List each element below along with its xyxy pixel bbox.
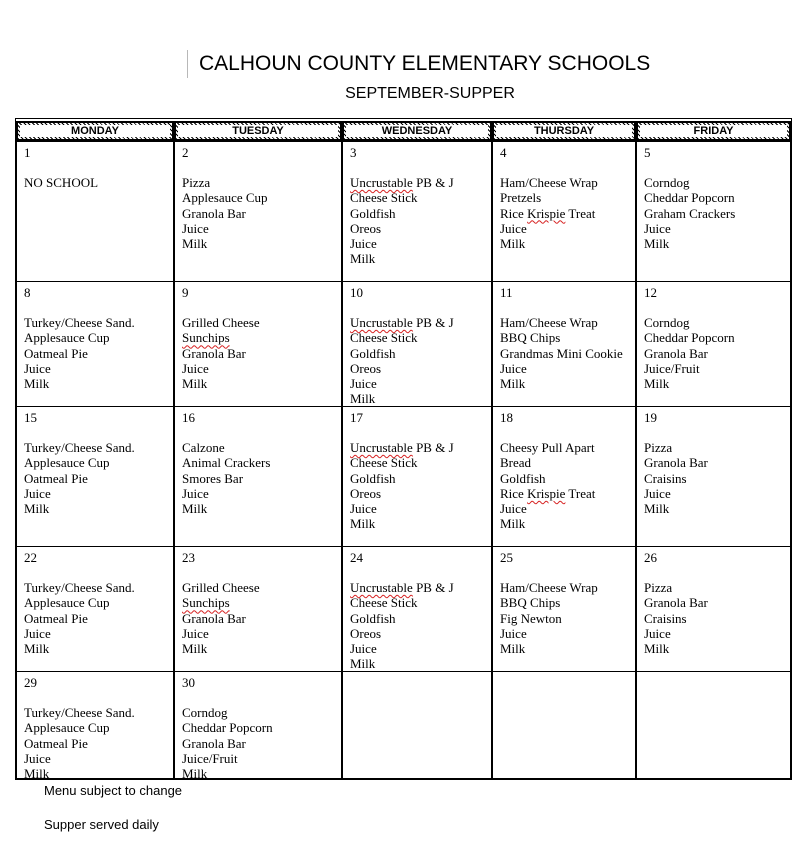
day-cell-16 (174, 406, 342, 547)
menu-item: Milk (182, 501, 208, 517)
day-number: 3 (350, 145, 357, 160)
menu-item: NO SCHOOL (24, 175, 99, 190)
menu-item: Oreos (350, 220, 382, 236)
menu-item: Granola Bar (644, 345, 708, 361)
menu-item: Milk (182, 376, 208, 392)
menu-item: Applesauce Cup (24, 595, 110, 611)
menu-item: Milk (182, 641, 208, 657)
page-subtitle: SEPTEMBER-SUPPER (345, 85, 515, 102)
day-cell-23 (174, 546, 342, 672)
menu-item: Milk (24, 766, 50, 782)
menu-item: Ham/Cheese Wrap (500, 315, 598, 330)
day-number: 17 (350, 410, 363, 425)
day-number: 30 (182, 675, 195, 690)
menu-item: Uncrustable PB & J (350, 315, 454, 330)
menu-item: Milk (350, 251, 376, 267)
menu-item: Juice (644, 485, 671, 501)
day-cell-17 (342, 406, 492, 547)
day-number: 10 (350, 285, 363, 300)
menu-item: Juice (182, 485, 209, 501)
day-number: 19 (644, 410, 657, 425)
day-cell-19 (636, 406, 791, 547)
menu-item: Applesauce Cup (24, 455, 110, 471)
day-number: 25 (500, 550, 513, 565)
day-number: 1 (24, 145, 31, 160)
menu-item: Rice Krispie Treat (500, 485, 596, 501)
menu-item: Juice (350, 501, 377, 517)
menu-item: Milk (500, 516, 526, 532)
menu-item: Juice (24, 485, 51, 501)
menu-item: Granola Bar (182, 735, 246, 751)
menu-item: Pizza (182, 175, 211, 190)
day-number: 26 (644, 550, 657, 565)
menu-item: Turkey/Cheese Sand. (24, 315, 135, 330)
menu-item: Milk (182, 766, 208, 782)
menu-item: Applesauce Cup (182, 190, 268, 206)
menu-item: Milk (500, 236, 526, 252)
menu-item: Corndog (644, 175, 690, 190)
menu-item: Juice (24, 360, 51, 376)
menu-item: Milk (350, 516, 376, 532)
menu-item: Milk (24, 641, 50, 657)
menu-item: Juice (24, 625, 51, 641)
menu-item: Goldfish (350, 345, 396, 361)
menu-item: Oatmeal Pie (24, 735, 88, 751)
day-cell-29 (16, 671, 174, 782)
menu-item: Grandmas Mini Cookie (500, 345, 623, 361)
menu-item: Granola Bar (182, 610, 246, 626)
day-number: 23 (182, 550, 195, 565)
menu-item: Milk (644, 376, 670, 392)
day-cell-24 (342, 546, 492, 672)
menu-item: Smores Bar (182, 470, 244, 486)
day-number: 24 (350, 550, 363, 565)
note-supper-daily: Supper served daily (44, 817, 159, 832)
day-cell-10 (342, 281, 492, 407)
day-cell-15 (16, 406, 174, 547)
title-divider (187, 50, 188, 78)
day-number: 29 (24, 675, 37, 690)
menu-item: Fig Newton (500, 610, 562, 626)
empty-day-cell (636, 671, 791, 779)
menu-item: Turkey/Cheese Sand. (24, 440, 135, 455)
menu-item: Corndog (182, 705, 228, 720)
menu-item: Milk (182, 236, 208, 252)
menu-item: Milk (24, 376, 50, 392)
day-number: 11 (500, 285, 513, 300)
day-cell-1 (16, 141, 174, 282)
menu-item: Rice Krispie Treat (500, 205, 596, 221)
menu-item: BBQ Chips (500, 330, 561, 346)
menu-item: Juice (644, 625, 671, 641)
menu-item: Turkey/Cheese Sand. (24, 705, 135, 720)
menu-item: Juice (182, 625, 209, 641)
day-cell-26 (636, 546, 791, 672)
menu-item: Pretzels (500, 190, 542, 206)
menu-item: Milk (644, 641, 670, 657)
header-label: WEDNESDAY (346, 125, 488, 137)
day-number: 15 (24, 410, 37, 425)
menu-item: Granola Bar (644, 595, 708, 611)
header-thursday (492, 121, 636, 141)
menu-item: Oatmeal Pie (24, 610, 88, 626)
menu-item: Pizza (644, 580, 673, 595)
menu-item: Juice (350, 376, 377, 392)
menu-item: Bread (500, 455, 532, 471)
day-number: 16 (182, 410, 195, 425)
menu-item: BBQ Chips (500, 595, 561, 611)
header-wednesday (342, 121, 492, 141)
menu-item: Goldfish (350, 470, 396, 486)
day-cell-22 (16, 546, 174, 672)
menu-item: Juice (500, 501, 527, 517)
menu-item: Graham Crackers (644, 205, 736, 221)
day-cell-3 (342, 141, 492, 282)
header-label: MONDAY (20, 125, 170, 137)
day-number: 18 (500, 410, 513, 425)
day-cell-5 (636, 141, 791, 282)
menu-item: Juice (644, 220, 671, 236)
day-number: 2 (182, 145, 189, 160)
menu-item: Turkey/Cheese Sand. (24, 580, 135, 595)
page-title: CALHOUN COUNTY ELEMENTARY SCHOOLS (199, 52, 651, 75)
menu-item: Sunchips (182, 595, 230, 611)
menu-item: Juice/Fruit (182, 750, 238, 766)
menu-item: Cheese Stick (350, 330, 418, 346)
menu-item: Craisins (644, 610, 687, 626)
menu-item: Ham/Cheese Wrap (500, 580, 598, 595)
menu-item: Applesauce Cup (24, 720, 110, 736)
menu-item: Calzone (182, 440, 225, 455)
menu-item: Uncrustable PB & J (350, 580, 454, 595)
menu-item: Milk (500, 641, 526, 657)
day-number: 5 (644, 145, 651, 160)
menu-item: Granola Bar (182, 345, 246, 361)
menu-item: Oatmeal Pie (24, 470, 88, 486)
day-number: 8 (24, 285, 31, 300)
day-cell-2 (174, 141, 342, 282)
menu-item: Granola Bar (644, 455, 708, 471)
header-label: THURSDAY (496, 125, 632, 137)
header-label: TUESDAY (178, 125, 338, 137)
empty-day-cell (342, 671, 492, 779)
menu-item: Milk (644, 501, 670, 517)
menu-item: Pizza (644, 440, 673, 455)
day-cell-9 (174, 281, 342, 407)
day-cell-30 (174, 671, 342, 782)
header-tuesday (174, 121, 342, 141)
menu-item: Juice (182, 220, 209, 236)
menu-item: Cheese Stick (350, 595, 418, 611)
menu-item: Cheddar Popcorn (182, 720, 273, 736)
menu-item: Milk (500, 376, 526, 392)
menu-item: Uncrustable PB & J (350, 440, 454, 455)
menu-item: Animal Crackers (182, 455, 271, 471)
menu-item: Cheddar Popcorn (644, 330, 735, 346)
menu-item: Oreos (350, 625, 382, 641)
day-cell-18 (492, 406, 636, 547)
menu-item: Milk (350, 391, 376, 407)
menu-item: Goldfish (350, 610, 396, 626)
menu-item: Cheddar Popcorn (644, 190, 735, 206)
menu-item: Corndog (644, 315, 690, 330)
note-menu-change: Menu subject to change (44, 783, 183, 798)
header-monday (16, 121, 174, 141)
menu-item: Cheesy Pull Apart (500, 440, 595, 455)
day-cell-25 (492, 546, 636, 672)
menu-item: Juice (182, 360, 209, 376)
day-cell-8 (16, 281, 174, 407)
menu-item: Grilled Cheese (182, 580, 260, 595)
menu-item: Milk (24, 501, 50, 517)
menu-item: Juice (500, 625, 527, 641)
day-cell-11 (492, 281, 636, 407)
menu-item: Juice/Fruit (644, 360, 700, 376)
day-cell-12 (636, 281, 791, 407)
menu-item: Goldfish (350, 205, 396, 221)
menu-item: Juice (500, 220, 527, 236)
menu-item: Granola Bar (182, 205, 246, 221)
day-number: 12 (644, 285, 657, 300)
menu-item: Juice (350, 641, 377, 657)
header-friday (636, 121, 791, 141)
menu-item: Applesauce Cup (24, 330, 110, 346)
menu-item: Grilled Cheese (182, 315, 260, 330)
menu-item: Oreos (350, 360, 382, 376)
menu-item: Craisins (644, 470, 687, 486)
menu-item: Milk (350, 656, 376, 672)
header-label: FRIDAY (640, 125, 787, 137)
menu-item: Oatmeal Pie (24, 345, 88, 361)
menu-item: Sunchips (182, 330, 230, 346)
menu-item: Cheese Stick (350, 190, 418, 206)
menu-item: Goldfish (500, 470, 546, 486)
day-number: 4 (500, 145, 507, 160)
menu-item: Milk (644, 236, 670, 252)
menu-item: Uncrustable PB & J (350, 175, 454, 190)
menu-item: Juice (24, 750, 51, 766)
menu-item: Cheese Stick (350, 455, 418, 471)
menu-item: Juice (350, 236, 377, 252)
menu-item: Ham/Cheese Wrap (500, 175, 598, 190)
day-number: 22 (24, 550, 37, 565)
empty-day-cell (492, 671, 636, 779)
menu-item: Juice (500, 360, 527, 376)
day-number: 9 (182, 285, 189, 300)
menu-item: Oreos (350, 485, 382, 501)
day-cell-4 (492, 141, 636, 282)
menu-calendar (15, 118, 792, 780)
